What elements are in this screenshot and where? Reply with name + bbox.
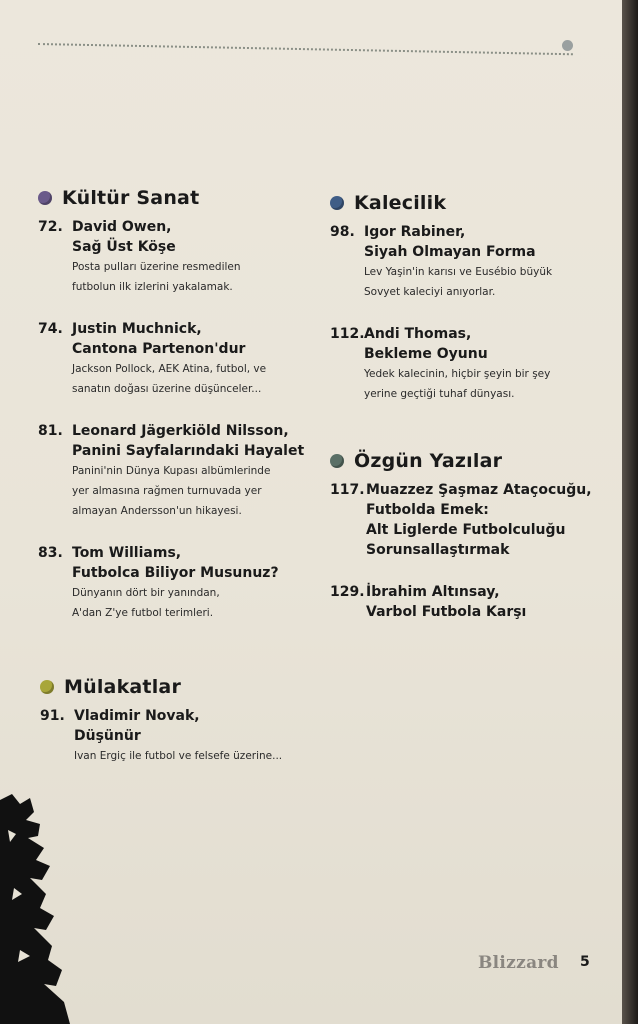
page-ref: 74.	[38, 321, 63, 337]
entry-description: Ivan Ergiç ile futbol ve felsefe üzerine...	[74, 750, 283, 762]
entry-description: sanatın doğası üzerine düşünceler...	[72, 383, 262, 395]
entry-description: almayan Andersson'un hikayesi.	[72, 505, 242, 517]
entry-author: David Owen,	[72, 219, 172, 235]
entry-author: Tom Williams,	[72, 545, 182, 561]
page-ref: 129.	[330, 584, 365, 600]
entry-description: yer almasına rağmen turnuvada yer	[72, 485, 262, 497]
entry-title: Siyah Olmayan Forma	[364, 244, 536, 260]
toc-entry	[330, 324, 552, 404]
entry-description: yerine geçtiği tuhaf dünyası.	[364, 388, 515, 400]
page-ref: 72.	[38, 219, 63, 235]
entry-author: İbrahim Altınsay,	[366, 584, 500, 600]
brand-logo: Blizzard	[478, 953, 559, 973]
divider-end-icon	[562, 40, 573, 51]
section-title: Kalecilik	[354, 192, 447, 214]
entry-title: Panini Sayfalarındaki Hayalet	[72, 443, 305, 459]
page-ref: 83.	[38, 545, 63, 561]
entry-author: Muazzez Şaşmaz Ataçocuğu,	[366, 482, 592, 498]
page-ref: 98.	[330, 224, 355, 240]
toc-entry	[40, 706, 282, 766]
toc-entry	[38, 421, 304, 521]
entry-title: Futbolca Biliyor Musunuz?	[72, 565, 279, 581]
dotted-divider	[38, 43, 573, 55]
entry-title: Futbolda Emek:	[366, 502, 489, 518]
circle-bullet-icon	[38, 191, 52, 205]
section-kultur-sanat	[38, 187, 304, 645]
page-ref: 91.	[40, 708, 65, 724]
entry-title: Alt Liglerde Futbolculuğu	[366, 522, 566, 538]
entry-description: Panini'nin Dünya Kupası albümlerinde	[72, 465, 271, 477]
toc-entry	[38, 543, 304, 623]
entry-description: Dünyanın dört bir yanından,	[72, 587, 220, 599]
page-number: 5	[580, 954, 590, 970]
toc-entry	[330, 582, 592, 622]
page-ref: 117.	[330, 482, 365, 498]
entry-author: Vladimir Novak,	[74, 708, 200, 724]
entry-author: Andi Thomas,	[364, 326, 472, 342]
page-edge-shadow	[622, 0, 638, 1024]
section-kalecilik	[330, 192, 552, 426]
circle-bullet-icon	[40, 680, 54, 694]
section-title: Kültür Sanat	[62, 187, 200, 209]
page-ref: 81.	[38, 423, 63, 439]
section-ozgun-yazilar	[330, 450, 592, 644]
entry-title: Sorunsallaştırmak	[366, 542, 510, 558]
entry-description: futbolun ilk izlerini yakalamak.	[72, 281, 233, 293]
entry-description: Posta pulları üzerine resmedilen	[72, 261, 241, 273]
circle-bullet-icon	[330, 454, 344, 468]
section-title: Mülakatlar	[64, 676, 182, 698]
entry-description: A'dan Z'ye futbol terimleri.	[72, 607, 214, 619]
entry-description: Yedek kalecinin, hiçbir şeyin bir şey	[364, 368, 551, 380]
entry-title: Varbol Futbola Karşı	[366, 604, 527, 620]
entry-description: Jackson Pollock, AEK Atina, futbol, ve	[72, 363, 267, 375]
entry-title: Cantona Partenon'dur	[72, 341, 246, 357]
entry-title: Sağ Üst Köşe	[72, 239, 176, 255]
toc-entry	[330, 222, 552, 302]
toc-entry	[38, 217, 304, 297]
entry-title: Düşünür	[74, 728, 141, 744]
page-ref: 112.	[330, 326, 365, 342]
entry-author: Leonard Jägerkiöld Nilsson,	[72, 423, 289, 439]
entry-author: Justin Muchnick,	[72, 321, 202, 337]
section-mulakatlar	[40, 676, 282, 788]
toc-entry	[38, 319, 304, 399]
entry-author: Igor Rabiner,	[364, 224, 466, 240]
circle-bullet-icon	[330, 196, 344, 210]
entry-title: Bekleme Oyunu	[364, 346, 488, 362]
tree-silhouette-icon	[0, 790, 90, 1024]
toc-entry	[330, 480, 592, 560]
entry-description: Sovyet kaleciyi anıyorlar.	[364, 286, 496, 298]
entry-description: Lev Yaşin'in karısı ve Eusébio büyük	[364, 266, 553, 278]
section-title: Özgün Yazılar	[354, 450, 503, 472]
